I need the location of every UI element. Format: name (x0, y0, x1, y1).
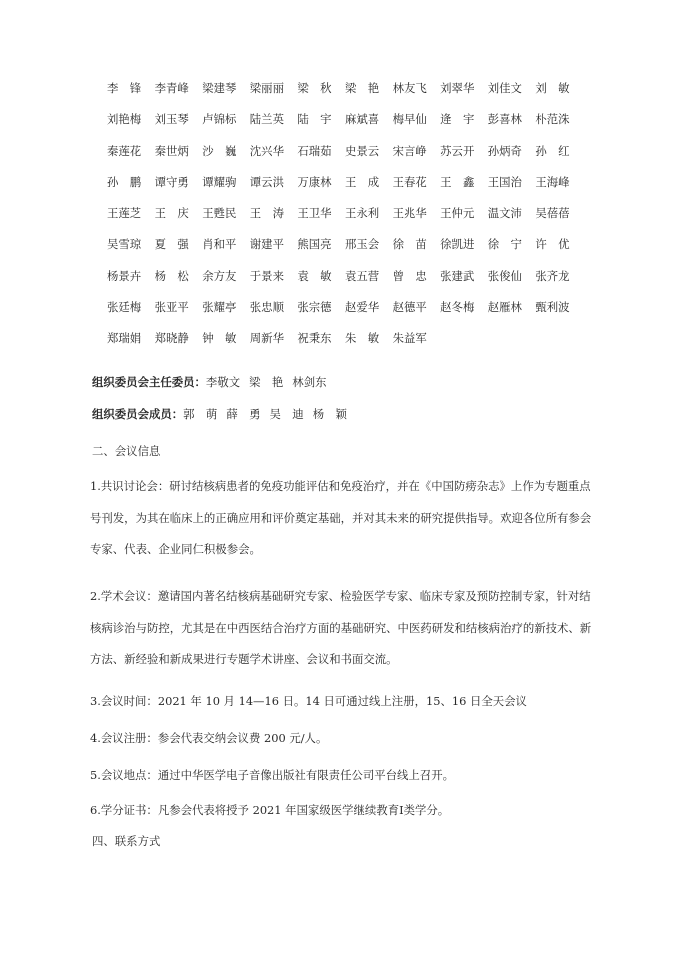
expert-name: 谭耀驹 (202, 174, 237, 189)
expert-name: 熊国亮 (297, 237, 332, 252)
name-row (107, 330, 587, 361)
expert-name: 徐 苗 (392, 237, 427, 252)
committee-member-name: 薛 勇 (226, 407, 261, 421)
name-row (107, 174, 587, 205)
expert-name: 王甦民 (202, 206, 237, 221)
name-row (107, 236, 587, 267)
expert-name: 梁 秋 (297, 81, 332, 95)
committee-chair-name: 林剑东 (292, 375, 327, 389)
expert-name: 陆 宇 (297, 112, 332, 127)
expert-name: 史景云 (344, 143, 380, 158)
section-heading-meeting-info: 二、会议信息 (92, 444, 161, 458)
expert-name: 祝秉东 (297, 331, 332, 346)
expert-name: 王卫华 (297, 206, 332, 221)
expert-name: 逄 宇 (440, 112, 475, 127)
paragraph-consensus-meeting: 1.共识讨论会：研讨结核病患者的免疫功能评估和免疫治疗，并在《中国防痨杂志》上作为专题重点号刊发，为其在临床上的正确应用和评价奠定基础，并对其未来的研究提供指导。欢迎各位所有参会专家、代表、企业同仁积极参会。 (90, 479, 592, 556)
expert-name: 王仲元 (440, 206, 475, 221)
expert-name: 谢建平 (249, 237, 284, 252)
expert-name: 王莲芝 (107, 206, 142, 221)
expert-name: 沈兴华 (249, 143, 284, 158)
expert-name: 彭喜林 (487, 112, 522, 127)
expert-name: 甄利波 (535, 300, 570, 315)
expert-name: 刘翠华 (440, 81, 475, 95)
expert-name: 赵冬梅 (440, 300, 475, 315)
expert-name: 王海峰 (535, 174, 570, 189)
expert-name: 赵德平 (392, 300, 427, 315)
expert-name: 王永利 (344, 206, 380, 221)
expert-name: 谭守勇 (154, 174, 189, 189)
name-row (107, 205, 587, 236)
expert-name: 徐 宁 (487, 237, 522, 252)
expert-name: 李青峰 (154, 81, 189, 95)
expert-name: 吴蓓蓓 (535, 206, 570, 221)
expert-name: 张忠顺 (249, 300, 284, 315)
expert-name: 曾 忠 (392, 268, 427, 283)
expert-name: 卢锦标 (202, 112, 237, 127)
expert-name: 朱 敏 (344, 331, 380, 346)
name-row (107, 80, 587, 111)
committee-member-name: 杨 颖 (312, 407, 347, 421)
committee-chair-label: 组织委员会主任委员： (92, 375, 206, 389)
expert-name: 秦莲花 (107, 143, 142, 158)
expert-name: 王 鑫 (440, 174, 475, 189)
expert-name: 余方友 (202, 268, 237, 283)
committee-chair-name: 李敬文 (205, 375, 241, 389)
expert-name: 朴范洙 (535, 112, 570, 127)
expert-name: 梅早仙 (392, 112, 427, 127)
expert-name: 陆兰英 (249, 112, 284, 127)
expert-name: 赵雁林 (487, 300, 522, 315)
expert-name: 梁丽丽 (249, 81, 284, 95)
expert-name: 袁 敏 (297, 268, 332, 283)
expert-name: 邢玉会 (344, 237, 380, 252)
name-row (107, 268, 587, 299)
expert-name: 赵爱华 (344, 300, 380, 315)
paragraph-registration: 4.会议注册：参会代表交纳会议费 200 元/人。 (90, 731, 328, 745)
expert-name: 王 庆 (154, 206, 189, 221)
expert-name: 王 成 (344, 174, 380, 189)
expert-name: 刘艳梅 (107, 112, 142, 127)
committee-member-name: 郭 萌 (183, 407, 218, 421)
expert-name: 张齐龙 (535, 268, 570, 283)
expert-name: 肖和平 (202, 237, 237, 252)
expert-name: 王 涛 (249, 206, 284, 221)
expert-name: 朱益军 (392, 331, 427, 346)
expert-name: 王春花 (392, 174, 427, 189)
committee-chair-name: 梁 艳 (249, 375, 284, 389)
paragraph-academic-meeting: 2.学术会议：邀请国内著名结核病基础研究专家、检验医学专家、临床专家及预防控制专家，针对结核病诊治与防控，尤其是在中西医结合治疗方面的基础研究、中医药研发和结核病治疗的新技术、新方法、新经验和新成果进行专题学术讲座、会议和书面交流。 (90, 589, 592, 666)
expert-name: 孙炳奇 (487, 143, 522, 158)
expert-name: 徐凯进 (440, 237, 475, 252)
expert-name: 郑瑞娟 (107, 331, 142, 346)
expert-name: 许 优 (535, 237, 570, 252)
committee-members-line (92, 406, 356, 422)
expert-name: 杨 松 (154, 268, 189, 283)
expert-name: 麻斌喜 (344, 112, 380, 127)
expert-name: 张廷梅 (107, 300, 142, 315)
expert-name: 石瑞茹 (297, 143, 332, 158)
expert-name-list (107, 80, 587, 362)
expert-name: 刘玉琴 (154, 112, 189, 127)
expert-name: 孙 鹏 (107, 174, 142, 189)
expert-name: 秦世炳 (154, 143, 189, 158)
expert-name: 苏云开 (440, 143, 475, 158)
expert-name: 王国治 (487, 174, 522, 189)
expert-name: 宋言峥 (392, 143, 427, 158)
expert-name: 梁建琴 (202, 81, 237, 95)
name-row (107, 299, 587, 330)
expert-name: 张俊仙 (487, 268, 522, 283)
expert-name: 孙 红 (535, 143, 570, 158)
expert-name: 万康林 (297, 174, 332, 189)
paragraph-venue: 5.会议地点：通过中华医学电子音像出版社有限责任公司平台线上召开。 (90, 768, 454, 782)
paragraph-meeting-time: 3.会议时间：2021 年 10 月 14—16 日。14 日可通过线上注册，15、16 日全天会议 (90, 694, 527, 708)
expert-name: 林友飞 (392, 81, 427, 95)
expert-name: 周新华 (249, 331, 284, 346)
expert-name: 刘 敏 (535, 81, 570, 95)
expert-name: 王兆华 (392, 206, 427, 221)
expert-name: 张宗德 (297, 300, 332, 315)
committee-member-label: 组织委员会成员： (92, 407, 184, 421)
expert-name: 沙 巍 (202, 143, 237, 158)
expert-name: 张耀亭 (202, 300, 237, 315)
name-row (107, 111, 587, 142)
expert-name: 李 锋 (107, 81, 142, 95)
expert-name: 钟 敏 (202, 331, 237, 346)
section-heading-contact: 四、联系方式 (92, 834, 161, 848)
expert-name: 夏 强 (154, 237, 189, 252)
expert-name: 谭云洪 (249, 174, 284, 189)
expert-name: 郑晓静 (154, 331, 189, 346)
committee-chairs-line (92, 374, 335, 390)
expert-name: 张亚平 (154, 300, 189, 315)
expert-name: 于景来 (249, 268, 284, 283)
expert-name: 袁五营 (344, 268, 380, 283)
expert-name: 刘佳文 (487, 81, 522, 95)
committee-member-name: 吴 迪 (269, 407, 304, 421)
expert-name: 张建武 (440, 268, 475, 283)
name-row (107, 143, 587, 174)
expert-name: 温文沛 (487, 206, 522, 221)
expert-name: 梁 艳 (344, 81, 380, 95)
paragraph-credits: 6.学分证书：凡参会代表将授予 2021 年国家级医学继续教育Ⅰ类学分。 (90, 803, 450, 817)
expert-name: 吴雪琼 (107, 237, 142, 252)
expert-name: 杨景卉 (107, 268, 142, 283)
